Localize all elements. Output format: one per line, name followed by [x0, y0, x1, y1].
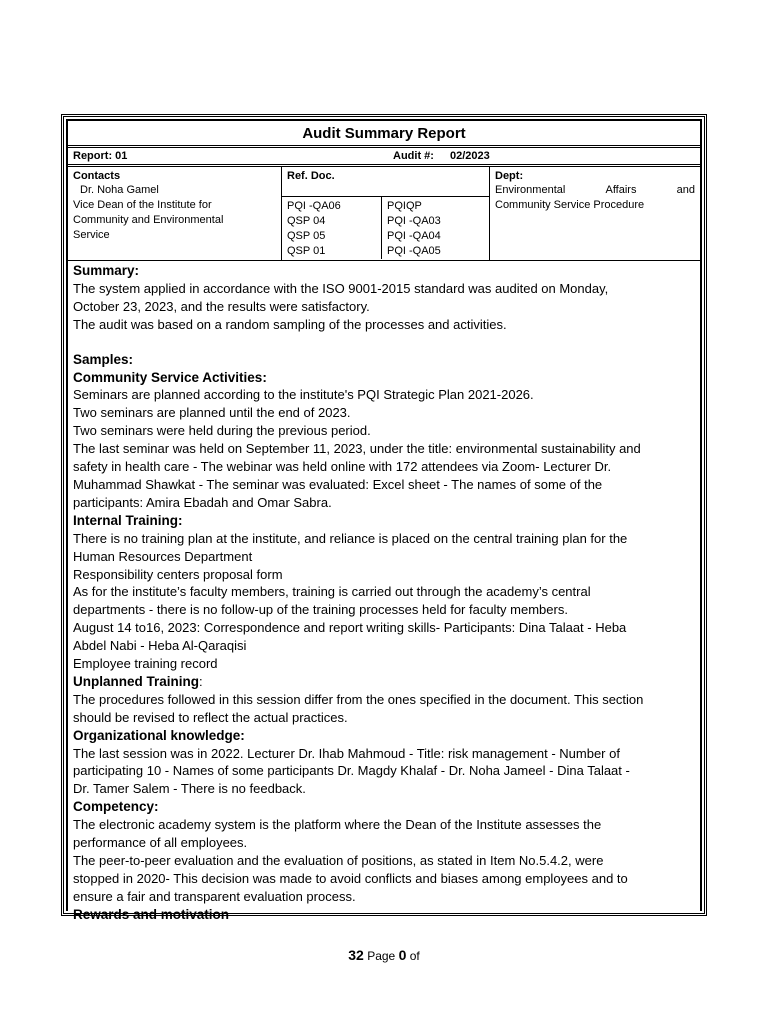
- contact-role-line: Vice Dean of the Institute for: [73, 199, 212, 211]
- paragraph-line: Seminars are planned according to the institute's PQI Strategic Plan 2021-2026.: [73, 387, 534, 403]
- ref-doc-item: PQI -QA03: [387, 215, 441, 227]
- ref-doc-header: Ref. Doc.: [287, 170, 335, 182]
- ref-doc-cell: [282, 167, 490, 260]
- ref-doc-item: PQI -QA06: [287, 200, 341, 212]
- report-body: [68, 261, 700, 924]
- audit-number-label: Audit #:: [393, 150, 434, 162]
- paragraph-line: ensure a fair and transparent evaluation process.: [73, 888, 356, 904]
- dept-word: and: [676, 184, 695, 196]
- footer-of-label: of: [409, 949, 420, 963]
- paragraph-line: As for the institute’s faculty members, training is carried out through the academy’s central: [73, 584, 591, 600]
- ref-doc-item: QSP 04: [287, 215, 326, 227]
- paragraph-line: Abdel Nabi - Heba Al-Qaraqisi: [73, 638, 247, 654]
- paragraph-line: safety in health care - The webinar was held online with 172 attendees via Zoom- Lecturer Dr.: [73, 459, 612, 475]
- paragraph-line: There is no training plan at the institute, and reliance is placed on the central training plan for the: [73, 530, 628, 546]
- paragraph-line: Two seminars were held during the previous period.: [73, 423, 371, 439]
- ref-doc-item: PQI -QA04: [387, 230, 441, 242]
- internal-training-heading: Internal Training:: [73, 512, 183, 528]
- contact-name: Dr. Noha Gamel: [80, 184, 159, 196]
- paragraph-line: performance of all employees.: [73, 835, 248, 851]
- report-table: [66, 119, 702, 922]
- dept-line: Community Service Procedure: [495, 199, 645, 211]
- dept-header: Dept:: [495, 170, 524, 182]
- audit-number-value: 02/2023: [450, 150, 490, 162]
- paragraph-line: stopped in 2020- This decision was made to avoid conflicts and biases among employees and to: [73, 870, 628, 886]
- ref-doc-item: QSP 01: [287, 245, 326, 257]
- paragraph-line: should be revised to reflect the actual practices.: [73, 709, 348, 725]
- contacts-header: Contacts: [73, 170, 121, 182]
- contact-role-line: Community and Environmental: [73, 214, 224, 226]
- footer-page-label: Page: [367, 949, 396, 963]
- paragraph-line: The system applied in accordance with the ISO 9001-2015 standard was audited on Monday,: [73, 280, 609, 296]
- paragraph-line: Employee training record: [73, 656, 218, 672]
- paragraph-line: participating 10 - Names of some participants Dr. Magdy Khalaf - Dr. Noha Jameel - Dina Talaat -: [73, 763, 630, 779]
- paragraph-line: Muhammad Shawkat - The seminar was evaluated: Excel sheet - The names of some of the: [73, 476, 603, 492]
- info-table: [68, 167, 700, 261]
- paragraph-line: The procedures followed in this session differ from the ones specified in the document. This section: [73, 691, 644, 707]
- paragraph-line: Responsibility centers proposal form: [73, 566, 283, 582]
- paragraph-line: The audit was based on a random sampling of the processes and activities.: [73, 316, 507, 332]
- report-number: Report: 01: [73, 150, 128, 162]
- community-heading: Community Service Activities:: [73, 369, 267, 385]
- paragraph-line: The last session was in 2022. Lecturer Dr. Ihab Mahmoud - Title: risk management - Number of: [73, 745, 620, 761]
- paragraph-line: October 23, 2023, and the results were satisfactory.: [73, 298, 370, 314]
- dept-word: Environmental: [495, 184, 566, 196]
- samples-heading: Samples:: [73, 351, 134, 367]
- contact-role-line: Service: [73, 229, 110, 241]
- report-number-row: [68, 148, 700, 167]
- ref-doc-item: PQIQP: [387, 200, 422, 212]
- ref-doc-col-2: [382, 197, 489, 259]
- footer-number-a: 32: [348, 947, 364, 963]
- summary-heading: Summary:: [73, 263, 140, 278]
- footer-number-b: 0: [398, 947, 407, 963]
- paragraph-line: participants: Amira Ebadah and Omar Sabra.: [73, 494, 332, 510]
- report-title: Audit Summary Report: [68, 121, 700, 148]
- dept-word: Affairs: [605, 184, 637, 196]
- ref-doc-col-1: [282, 197, 382, 259]
- paragraph-line: The last seminar was held on September 11, 2023, under the title: environmental sustainability and: [73, 441, 641, 457]
- paragraph-line: Human Resources Department: [73, 548, 253, 564]
- paragraph-line: Two seminars are planned until the end of 2023.: [73, 405, 351, 421]
- paragraph-line: The electronic academy system is the platform where the Dean of the Institute assesses the: [73, 817, 602, 833]
- unplanned-training-heading: Unplanned Training:: [73, 673, 203, 689]
- ref-doc-item: QSP 05: [287, 230, 326, 242]
- paragraph-line: The peer-to-peer evaluation and the evaluation of positions, as stated in Item No.5.4.2, were: [73, 853, 604, 868]
- paragraph-line: August 14 to16, 2023: Correspondence and report writing skills- Participants: Dina Talaat - Heba: [73, 620, 627, 636]
- rewards-heading: Rewards and motivation: [73, 906, 230, 922]
- dept-text: [490, 183, 700, 213]
- org-knowledge-heading: Organizational knowledge:: [73, 727, 245, 743]
- page-footer: [0, 945, 768, 966]
- paragraph-line: departments - there is no follow-up of the training processes held for faculty members.: [73, 602, 568, 618]
- contacts-cell: [68, 167, 282, 260]
- report-frame: [61, 114, 707, 922]
- dept-cell: [490, 167, 700, 260]
- ref-doc-item: PQI -QA05: [387, 245, 441, 257]
- competency-heading: Competency:: [73, 799, 159, 815]
- paragraph-line: Dr. Tamer Salem - There is no feedback.: [73, 781, 306, 797]
